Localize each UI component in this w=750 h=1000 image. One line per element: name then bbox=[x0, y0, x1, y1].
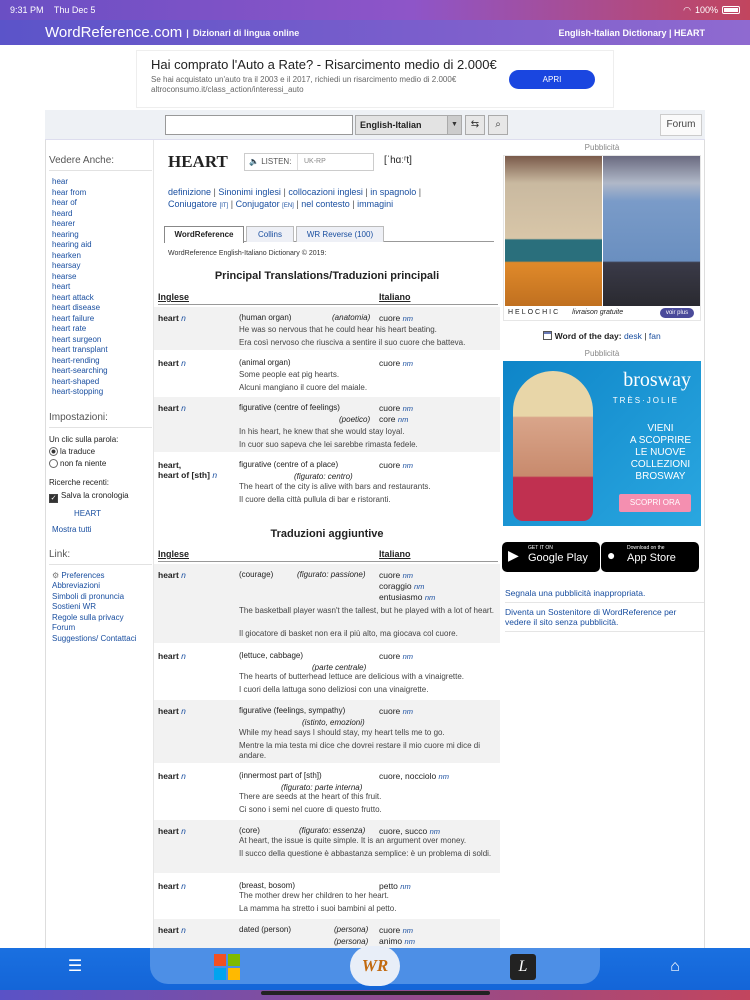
sense-note: (figurato: essenza) bbox=[299, 826, 366, 835]
home-icon[interactable]: ⌂ bbox=[670, 958, 680, 975]
translation[interactable]: cuore, nocciolo bbox=[379, 771, 437, 781]
see-also-item[interactable]: heart-searching bbox=[52, 366, 108, 375]
sense-description: (courage) bbox=[239, 570, 274, 579]
calendar-icon bbox=[543, 331, 552, 340]
see-also-item[interactable]: heart-rending bbox=[52, 355, 100, 365]
wotd-separator: | bbox=[644, 331, 647, 341]
recent-searches-label: Ricerche recenti: bbox=[49, 477, 110, 487]
part-of-speech: n bbox=[181, 570, 186, 580]
translation-pos: nm bbox=[402, 461, 414, 470]
sense-description: (lettuce, cabbage) bbox=[239, 651, 304, 660]
example-english: There are seeds at the heart of this fruit. bbox=[239, 792, 382, 801]
link-conjugator-en[interactable]: Conjugator [EN] bbox=[235, 199, 294, 209]
additional-col-header bbox=[158, 548, 498, 562]
ad-photo-right bbox=[603, 156, 700, 306]
dictionary-title: English-Italian Dictionary | HEART bbox=[558, 27, 705, 38]
sense-description: (core) bbox=[239, 826, 260, 835]
sense-description: (breast, bosom) bbox=[239, 881, 296, 890]
links-list bbox=[49, 571, 152, 645]
ad2-cta-button[interactable]: SCOPRI ORA bbox=[619, 494, 691, 512]
part-of-speech: n bbox=[181, 706, 186, 716]
col-italian: Italiano bbox=[379, 549, 411, 559]
wifi-icon: ◠ bbox=[683, 4, 691, 15]
search-button[interactable] bbox=[488, 115, 508, 135]
ad-headline[interactable]: Hai comprato l'Auto a Rate? - Risarcimento medio di 2.000€ bbox=[151, 57, 497, 72]
dictionary-select[interactable] bbox=[355, 115, 462, 135]
part-of-speech: n bbox=[181, 403, 186, 413]
translation-row bbox=[154, 397, 500, 453]
entry-word-2: heart of [sth] bbox=[158, 470, 210, 480]
ad-body: Se hai acquistato un'auto tra il 2003 e il 2017, richiedi un risarcimento medio di 2.000€ bbox=[151, 75, 457, 84]
example-italian: Il succo della questione è abbastanza semplice: è un problema di soldi. bbox=[239, 849, 492, 858]
sense-note: (figurato: centro) bbox=[294, 472, 353, 481]
part-of-speech: n bbox=[212, 470, 218, 480]
click-setting-label: Un clic sulla parola: bbox=[49, 434, 119, 444]
app-store-badge[interactable]: ● Download on the App Store bbox=[601, 542, 699, 572]
entry-word: heart bbox=[158, 706, 179, 716]
settings-title: Impostazioni: bbox=[49, 412, 152, 428]
translation[interactable]: cuore bbox=[379, 706, 401, 716]
sense-description: figurative (centre of feelings) bbox=[239, 403, 340, 412]
battery-text: 100% bbox=[694, 5, 718, 15]
gear-icon: ⚙ bbox=[52, 570, 62, 580]
entry-word: heart bbox=[158, 358, 179, 368]
example-italian: Il cuore della città pullula di bar e ristoranti. bbox=[239, 495, 391, 504]
site-logo[interactable]: WordReference.com bbox=[45, 24, 183, 41]
home-indicator bbox=[0, 990, 750, 1000]
radio-icon[interactable] bbox=[49, 459, 58, 468]
example-italian: Ci sono i semi nel cuore di questo frutto. bbox=[239, 805, 382, 814]
sense-note: (anatomia) bbox=[332, 313, 371, 322]
copyright-note: WordReference English-Italiano Dictionary © 2019: bbox=[168, 250, 327, 257]
sense-note: (poetico) bbox=[339, 415, 371, 424]
see-also-item[interactable]: hear bbox=[52, 177, 69, 186]
headword-cell bbox=[158, 771, 186, 781]
translation-pos: nm bbox=[402, 926, 414, 935]
radio-selected-icon[interactable] bbox=[49, 447, 58, 456]
translation-row bbox=[154, 765, 500, 819]
example-italian: I cuori della lattuga sono deliziosi con una vinaigrette. bbox=[239, 685, 429, 694]
speaker-icon: 🔈 bbox=[249, 157, 259, 166]
option-nothing[interactable] bbox=[49, 458, 152, 469]
forum-button[interactable]: Forum bbox=[660, 114, 702, 136]
link-images[interactable]: immagini bbox=[357, 199, 394, 209]
ad-photo-left bbox=[505, 156, 602, 306]
see-also-title: Vedere Anche: bbox=[49, 155, 152, 171]
option-translate-label: la traduce bbox=[60, 446, 96, 456]
translation[interactable]: animo bbox=[379, 936, 403, 946]
menu-icon[interactable]: ☰ bbox=[67, 958, 83, 975]
app-store-badges bbox=[500, 542, 704, 572]
sense-note: (persona) bbox=[334, 925, 369, 934]
translation[interactable]: cuore bbox=[379, 460, 401, 470]
example-italian: Era così nervoso che riusciva a sentire il suo cuore che batteva. bbox=[239, 338, 466, 347]
part-of-speech: n bbox=[181, 651, 186, 661]
col-english: Inglese bbox=[158, 549, 190, 559]
part-of-speech: n bbox=[181, 771, 186, 781]
translation-pos: nm bbox=[402, 652, 414, 661]
play-icon: ▶ bbox=[508, 547, 519, 563]
example-italian: Alcuni mangiano il cuore del maiale. bbox=[239, 383, 368, 392]
translation-pos: nm bbox=[397, 415, 409, 424]
translation-cell bbox=[379, 771, 449, 782]
translation-pos: nm bbox=[404, 937, 415, 946]
dictionary-select-value: English-Italian bbox=[360, 120, 422, 130]
see-also-item[interactable]: heart-stopping bbox=[52, 387, 104, 396]
example-english: The hearts of butterhead lettuce are delicious with a vinaigrette. bbox=[239, 672, 465, 681]
wordreference-app-icon[interactable]: WR bbox=[350, 946, 400, 986]
example-english: At heart, the issue is quite simple. It is an argument over money. bbox=[239, 836, 467, 845]
entry-word: heart bbox=[158, 651, 179, 661]
translation[interactable]: petto bbox=[379, 881, 398, 891]
swap-languages-button[interactable] bbox=[465, 115, 485, 135]
site-header bbox=[0, 20, 750, 45]
sense-note: (figurato: passione) bbox=[297, 570, 366, 579]
translation[interactable]: cuore, succo bbox=[379, 826, 428, 836]
example-italian: In cuor suo sapeva che lei sarebbe rimasta fedele. bbox=[239, 440, 418, 449]
sidebar-link[interactable]: Suggestions/ Contattaci bbox=[52, 633, 137, 643]
sense-description: (animal organ) bbox=[239, 358, 291, 367]
link-spanish[interactable]: in spagnolo bbox=[370, 187, 417, 197]
ad2-sub: TRÈS·JOLIE bbox=[612, 396, 679, 405]
save-history-label: Salva la cronologia bbox=[61, 490, 129, 500]
example-italian: La mamma ha stretto i suoi bambini al petto. bbox=[239, 904, 397, 913]
headword: HEART bbox=[168, 152, 228, 171]
translation-pos: nm bbox=[400, 882, 411, 891]
additional-title: Traduzioni aggiuntive bbox=[270, 528, 384, 540]
translation-cell bbox=[379, 570, 435, 603]
see-also-item[interactable]: hearing aid bbox=[52, 240, 92, 249]
top-advertisement[interactable] bbox=[136, 50, 614, 108]
sidebar-link[interactable]: Abbreviazioni bbox=[52, 581, 101, 590]
translation[interactable]: coraggio bbox=[379, 581, 412, 591]
dictionary-app-icon[interactable]: L bbox=[510, 954, 536, 980]
link-collocations[interactable]: collocazioni inglesi bbox=[288, 187, 363, 197]
battery-icon bbox=[722, 6, 740, 14]
entry-word: heart bbox=[158, 826, 179, 836]
headword-cell bbox=[158, 706, 186, 716]
principal-col-header bbox=[158, 291, 498, 305]
translation-pos: nm bbox=[402, 707, 414, 716]
sidebar-link[interactable]: Sostieni WR bbox=[52, 602, 97, 611]
translation-cell bbox=[379, 460, 413, 471]
left-sidebar bbox=[49, 145, 152, 644]
tab-wr-reverse[interactable]: WR Reverse (100) bbox=[296, 226, 384, 242]
sense-description: figurative (centre of a place) bbox=[239, 460, 339, 469]
ad-shipping: livraison gratuite bbox=[572, 309, 624, 316]
sense-description: figurative (feelings, sympathy) bbox=[239, 706, 346, 715]
see-also-item[interactable]: heart surgeon bbox=[52, 334, 102, 344]
checkbox-checked-icon[interactable]: ✓ bbox=[50, 494, 57, 502]
status-date: Thu Dec 5 bbox=[53, 5, 96, 15]
headword-cell bbox=[158, 826, 186, 836]
entry-word: heart bbox=[158, 313, 179, 323]
headword-cell bbox=[158, 881, 186, 891]
option-translate[interactable] bbox=[49, 446, 152, 457]
see-also-item[interactable]: heart failure bbox=[52, 313, 95, 323]
jewelry-advertisement[interactable] bbox=[503, 361, 701, 526]
translation[interactable]: core bbox=[379, 414, 396, 424]
ad-model-photo bbox=[513, 371, 593, 521]
word-of-the-day bbox=[500, 331, 704, 341]
ad-open-button[interactable]: APRI bbox=[509, 70, 595, 89]
translation-row bbox=[154, 454, 500, 510]
swap-icon: ⇆ bbox=[470, 119, 480, 130]
ad-label-2: Pubblicità bbox=[584, 349, 620, 358]
translation-pos: nm bbox=[424, 593, 436, 602]
link-in-context[interactable]: nel contesto bbox=[301, 199, 350, 209]
col-italian: Italiano bbox=[379, 292, 411, 302]
headword-cell bbox=[158, 925, 186, 935]
see-also-item[interactable]: heart transplant bbox=[52, 345, 108, 354]
sense-note: (figurato: parte interna) bbox=[281, 783, 363, 792]
translation[interactable]: entusiasmo bbox=[379, 592, 423, 602]
example-italian: Mentre la mia testa mi dice che dovrei restare il mio cuore mi dice di andare. bbox=[239, 741, 480, 760]
see-also-item[interactable]: heart bbox=[52, 282, 71, 291]
headword-cell bbox=[158, 358, 186, 368]
principal-title: Principal Translations/Traduzioni principali bbox=[214, 270, 440, 282]
see-also-item[interactable]: heart-shaped bbox=[52, 376, 100, 386]
recent-item-heart[interactable]: HEART bbox=[74, 508, 101, 518]
listen-label: LISTEN: bbox=[261, 157, 292, 166]
main-content bbox=[153, 140, 499, 950]
translation-cell bbox=[379, 313, 413, 324]
wotd-desk-link[interactable]: desk bbox=[623, 331, 642, 341]
example-english: In his heart, he knew that she would stay loyal. bbox=[239, 427, 405, 436]
ad-brand: HELOCHIC bbox=[508, 309, 561, 316]
example-italian: Il giocatore di basket non era il più alto, ma giocava col cuore. bbox=[239, 629, 458, 638]
translation-cell bbox=[379, 358, 413, 369]
headword-cell bbox=[158, 403, 186, 413]
translation-pos: nm bbox=[402, 571, 414, 580]
site-tagline: Dizionari di lingua online bbox=[192, 27, 300, 38]
translation[interactable]: cuore bbox=[379, 313, 401, 323]
translation-pos: nm bbox=[438, 772, 449, 781]
fashion-advertisement[interactable] bbox=[503, 155, 701, 321]
link-definition[interactable]: definizione bbox=[168, 187, 212, 197]
chevron-down-icon: ▼ bbox=[447, 116, 461, 134]
sidebar-link[interactable]: Simboli di pronuncia bbox=[52, 591, 125, 601]
sense-note: (istinto, emozioni) bbox=[302, 718, 365, 727]
status-time: 9:31 PM bbox=[10, 5, 44, 15]
translation[interactable]: cuore bbox=[379, 570, 401, 580]
translation-row bbox=[154, 875, 500, 918]
translation-row bbox=[154, 307, 500, 351]
see-also-item[interactable]: hearer bbox=[52, 219, 76, 228]
listen-button[interactable] bbox=[244, 153, 374, 171]
headword-cell bbox=[158, 313, 186, 323]
see-also-item[interactable]: hearse bbox=[52, 271, 77, 281]
ad-more-button[interactable]: voir plus bbox=[660, 308, 694, 318]
save-history-checkbox[interactable] bbox=[49, 490, 152, 503]
report-ad-link[interactable]: Segnala una pubblicità inappropriata. bbox=[505, 584, 704, 603]
ad-url: altroconsumo.it/class_action/interessi_auto bbox=[151, 85, 304, 94]
status-bar bbox=[0, 0, 750, 20]
headword-cell bbox=[158, 570, 186, 580]
sidebar-link[interactable]: Forum bbox=[52, 623, 76, 632]
translation[interactable]: cuore bbox=[379, 651, 401, 661]
entry-word: heart bbox=[158, 925, 179, 935]
translation-row bbox=[154, 564, 500, 644]
header-separator: | bbox=[186, 27, 189, 38]
see-also-item[interactable]: hearsay bbox=[52, 261, 81, 270]
see-also-item[interactable]: hear from bbox=[52, 187, 87, 197]
example-english: Some people eat pig hearts. bbox=[239, 370, 340, 379]
search-input[interactable] bbox=[165, 115, 353, 135]
headword-cell bbox=[158, 460, 217, 480]
right-sidebar bbox=[500, 140, 704, 632]
ad-label: Pubblicità bbox=[584, 143, 620, 152]
microsoft-icon[interactable] bbox=[212, 952, 242, 982]
part-of-speech: n bbox=[181, 826, 186, 836]
translation-row bbox=[154, 352, 500, 396]
sense-note: (parte centrale) bbox=[312, 663, 367, 672]
headword-cell bbox=[158, 651, 186, 661]
translation[interactable]: cuore bbox=[379, 925, 401, 935]
see-also-list bbox=[49, 177, 152, 398]
translation-cell bbox=[379, 403, 413, 425]
ad-brand-bar bbox=[504, 306, 700, 320]
link-synonyms[interactable]: Sinonimi inglesi bbox=[218, 187, 281, 197]
part-of-speech: n bbox=[181, 313, 186, 323]
translation-pos: nm bbox=[413, 582, 425, 591]
apple-icon: ● bbox=[607, 547, 616, 563]
example-english: The mother drew her children to her heart. bbox=[239, 891, 389, 900]
translation-pos: nm bbox=[429, 827, 440, 836]
see-also-item[interactable]: hearing bbox=[52, 229, 79, 239]
col-english: Inglese bbox=[158, 292, 190, 302]
part-of-speech: n bbox=[181, 925, 186, 935]
see-also-item[interactable]: hear of bbox=[52, 198, 77, 207]
entry-word: heart bbox=[158, 403, 179, 413]
become-sponsor-link[interactable]: Diventa un Sostenitore di WordReference per vedere il sito senza pubblicità. bbox=[505, 603, 704, 632]
search-bar bbox=[45, 110, 705, 140]
translation-pos: nm bbox=[402, 359, 414, 368]
pronunciation: [ˈhɑːʳt] bbox=[384, 155, 412, 166]
google-play-badge[interactable]: ▶ GET IT ON Google Play bbox=[502, 542, 600, 572]
see-also-item[interactable]: hearken bbox=[52, 250, 81, 260]
sense-note-2: (persona) bbox=[334, 937, 369, 946]
translation-cell bbox=[379, 925, 415, 947]
right-links bbox=[500, 584, 704, 632]
see-also-item[interactable]: heart disease bbox=[52, 303, 101, 312]
translation-row bbox=[154, 645, 500, 699]
sense-description: (human organ) bbox=[239, 313, 292, 322]
show-all-link[interactable]: Mostra tutti bbox=[52, 524, 92, 534]
translation[interactable]: cuore bbox=[379, 403, 401, 413]
wotd-fan-link[interactable]: fan bbox=[648, 331, 661, 341]
translation[interactable]: cuore bbox=[379, 358, 401, 368]
ad2-copy: VIENI A SCOPRIRE LE NUOVE COLLEZIONI BROSWAY bbox=[629, 423, 691, 482]
part-of-speech: n bbox=[181, 358, 186, 368]
example-english: The heart of the city is alive with bars and restaurants. bbox=[239, 482, 431, 491]
translation-cell bbox=[379, 706, 413, 717]
entry-word: heart, bbox=[158, 460, 182, 470]
example-english: While my head says I should stay, my heart tells me to go. bbox=[239, 728, 445, 737]
tab-wordreference[interactable]: WordReference bbox=[164, 226, 244, 243]
sense-description: (innermost part of [sth]) bbox=[239, 771, 322, 780]
option-nothing-label: non fa niente bbox=[60, 458, 107, 468]
see-also-item[interactable]: heard bbox=[52, 208, 73, 218]
example-english: He was so nervous that he could hear his heart beating. bbox=[239, 325, 437, 334]
example-english: The basketball player wasn't the tallest, but he played with a lot of heart. bbox=[239, 606, 495, 615]
sidebar-link[interactable]: ⚙ Preferences bbox=[52, 570, 105, 580]
search-icon: ⌕ bbox=[495, 119, 501, 130]
accent-select[interactable]: UK-RP bbox=[297, 154, 373, 170]
translation-row bbox=[154, 919, 500, 950]
sidebar-link[interactable]: Regole sulla privacy bbox=[52, 612, 124, 622]
dictionary-tabs bbox=[164, 226, 494, 242]
see-also-item[interactable]: heart attack bbox=[52, 292, 94, 302]
ad2-brand: brosway bbox=[623, 369, 691, 391]
browser-toolbar bbox=[0, 948, 750, 990]
wotd-label: Word of the day: bbox=[554, 331, 622, 341]
translation-pos: nm bbox=[402, 404, 414, 413]
see-also-item[interactable]: heart rate bbox=[52, 324, 87, 333]
tab-collins[interactable]: Collins bbox=[246, 226, 294, 242]
entry-word: heart bbox=[158, 771, 179, 781]
sense-description: dated (person) bbox=[239, 925, 292, 934]
translation-row bbox=[154, 700, 500, 764]
translation-pos: nm bbox=[402, 314, 414, 323]
part-of-speech: n bbox=[181, 881, 186, 891]
entry-word: heart bbox=[158, 570, 179, 580]
translation-cell bbox=[379, 651, 413, 662]
entry-word: heart bbox=[158, 881, 179, 891]
links-title: Link: bbox=[49, 549, 152, 565]
translation-row bbox=[154, 820, 500, 874]
entry-nav-links: definizione | Sinonimi inglesi | collocazioni inglesi | in spagnolo | Coniugatore [IT] | Conjugator [EN] | nel contesto | immagini bbox=[168, 187, 422, 209]
link-conjugator-it[interactable]: Coniugatore [IT] bbox=[168, 199, 229, 209]
